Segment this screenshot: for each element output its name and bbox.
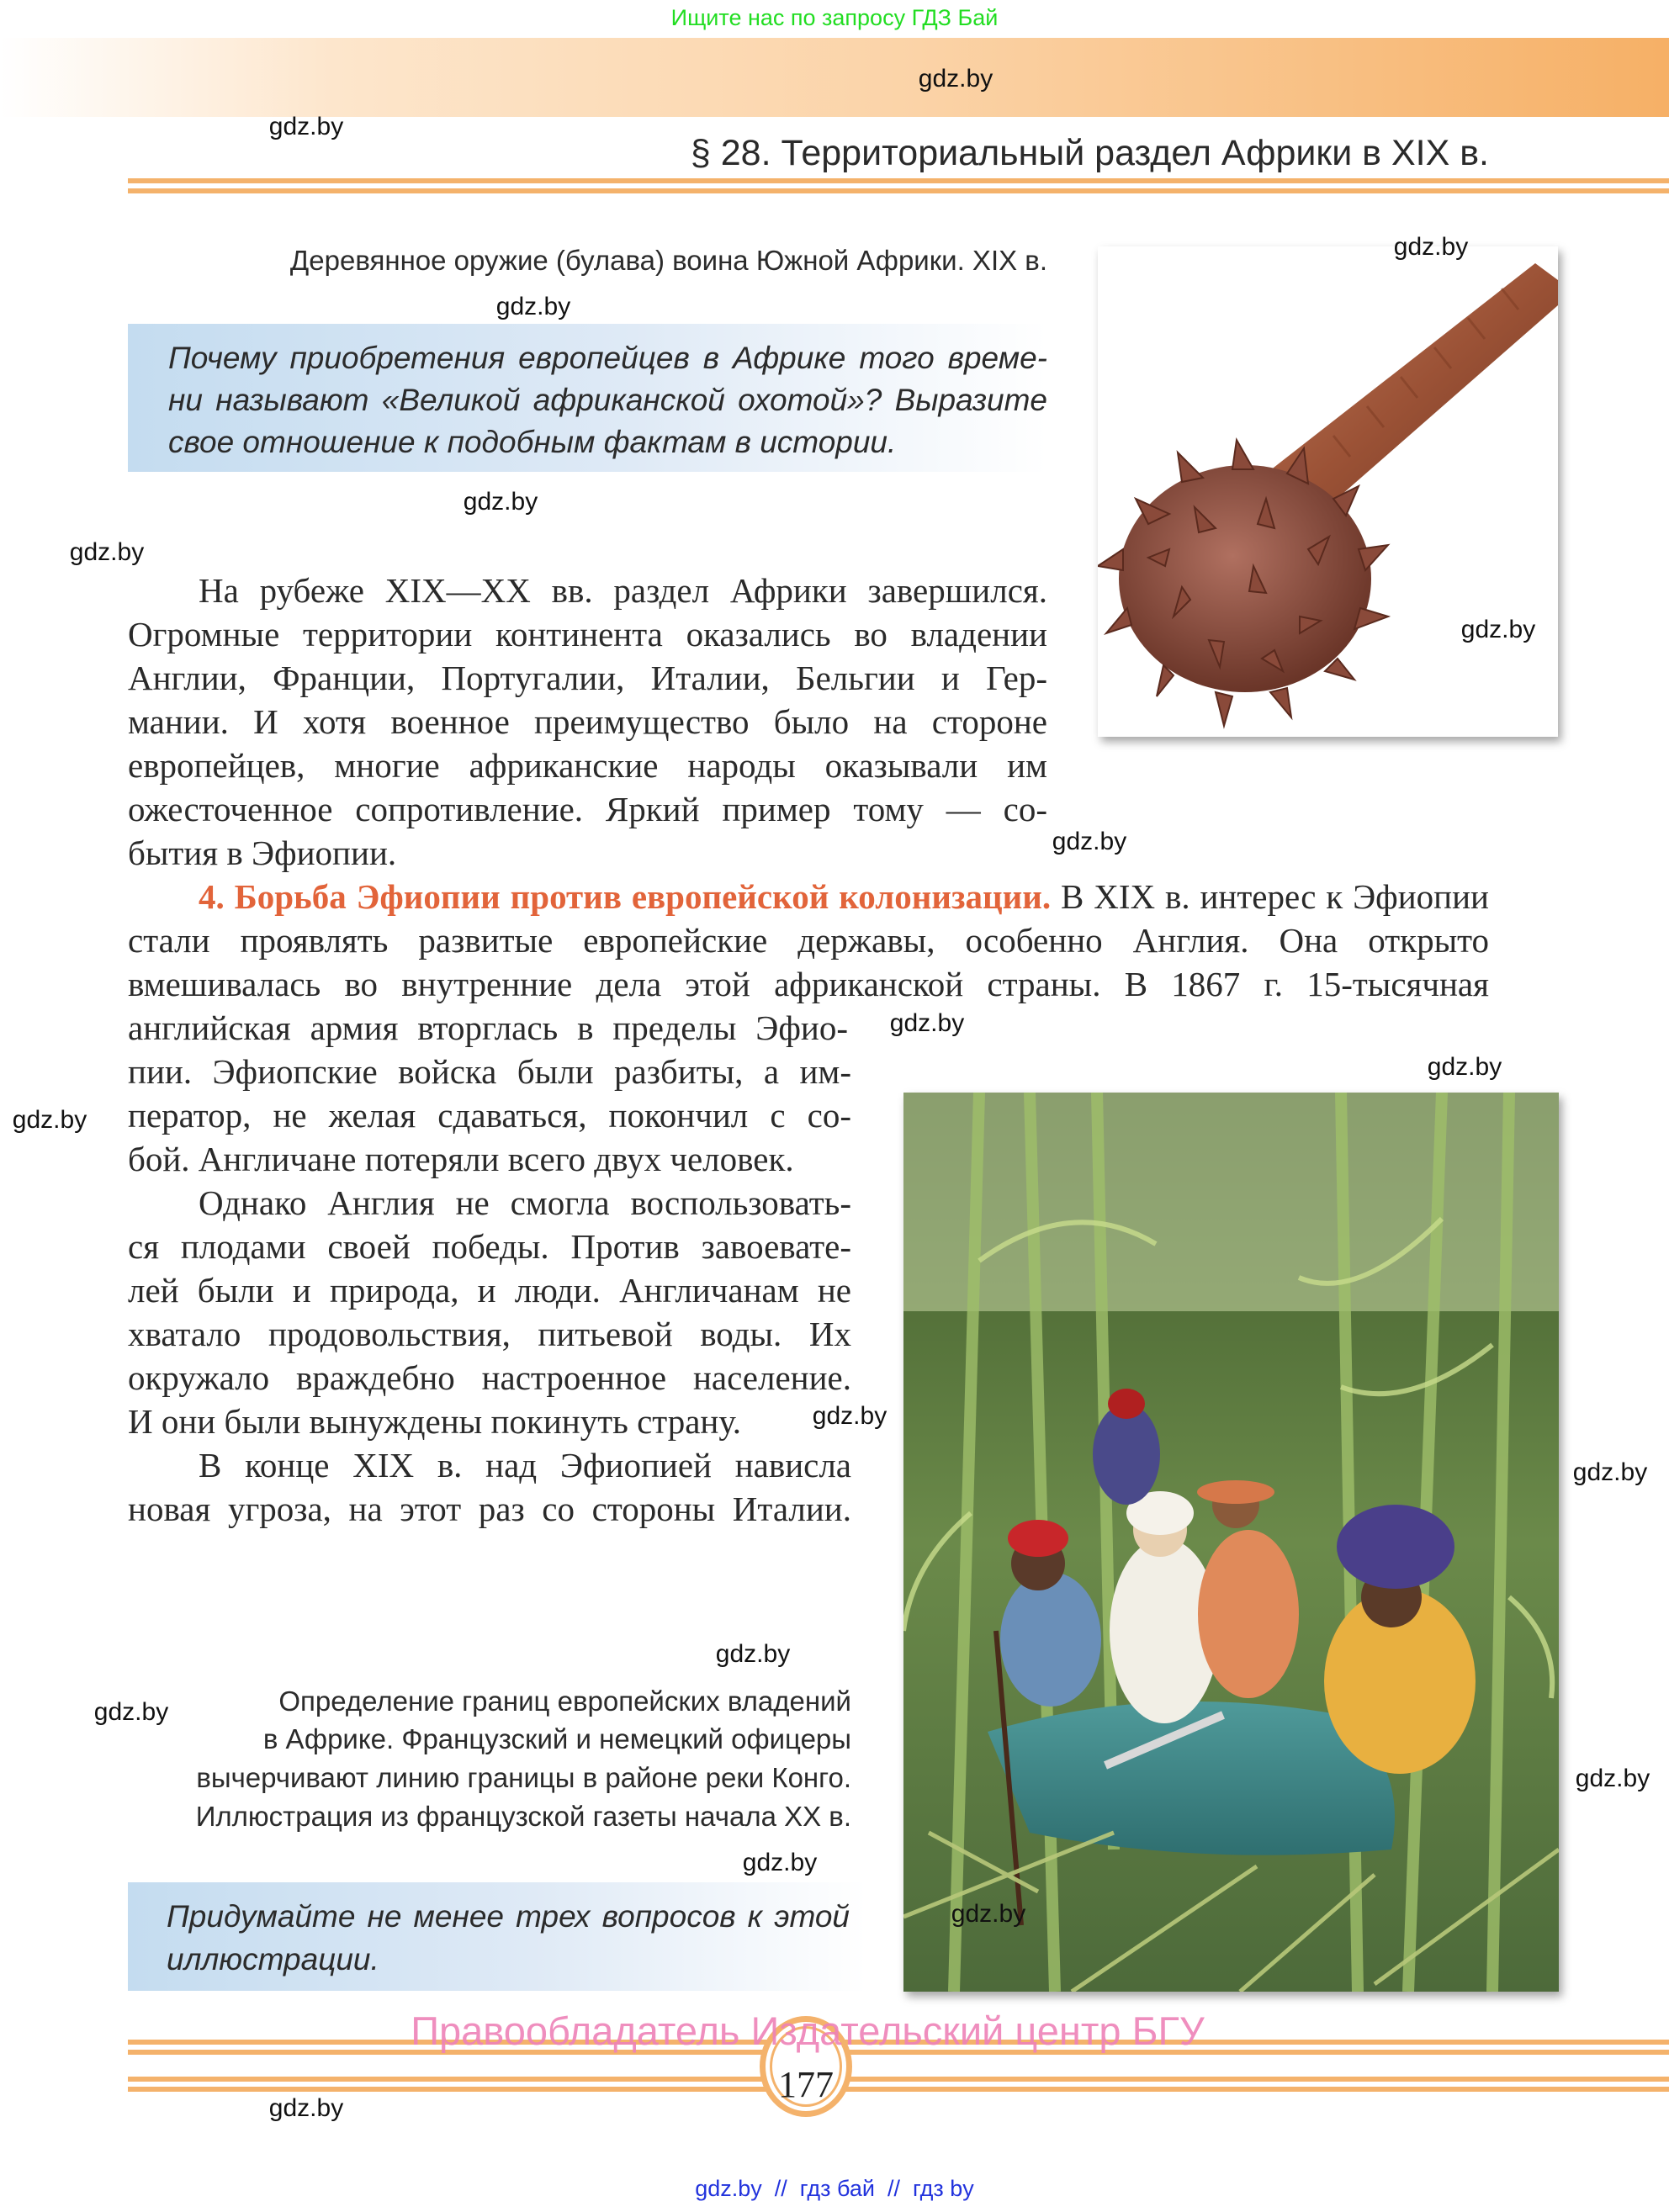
page-title: § 28. Территориальный раздел Африки в XIX в. — [690, 133, 1489, 173]
body-line: пии. Эфиопские войска были разбиты, а им- — [128, 1052, 851, 1091]
body-line: бытия в Эфиопии. — [128, 833, 397, 872]
footer-rule — [128, 2077, 1669, 2082]
figure2-caption-line: Иллюстрация из французской газеты начала XX в. — [195, 1801, 851, 1832]
body-line: лей были и природа, и люди. Англичанам не — [128, 1271, 851, 1310]
question-line: иллюстрации. — [167, 1942, 379, 1977]
body-line: бой. Англичане потеряли всего двух человек. — [128, 1140, 794, 1178]
body-line: Англии, Франции, Португалии, Италии, Бельгии и Гер- — [128, 659, 1047, 697]
question-box-1 — [128, 324, 1047, 472]
figure2-caption-line: в Африке. Французский и немецкий офицеры — [262, 1723, 851, 1754]
watermark: gdz.by — [918, 65, 993, 93]
body-line: английская армия вторглась в пределы Эфио- — [128, 1008, 848, 1047]
body-line: Однако Англия не смогла воспользовать- — [199, 1183, 851, 1222]
header-rule — [128, 188, 1669, 193]
page-number: 177 — [778, 2064, 834, 2105]
header-rule — [128, 178, 1669, 183]
footer-links[interactable]: gdz.by // гдз бай // гдз by — [695, 2176, 974, 2201]
body-line: стали проявлять развитые европейские державы, особенно Англия. Она открыто — [128, 921, 1489, 960]
watermark: gdz.by — [1427, 1053, 1502, 1081]
body-line: вмешивалась во внутренние дела этой африканской страны. В 1867 г. 15-тысячная — [128, 965, 1489, 1003]
body-line: европейцев, многие африканские народы оказывали им — [128, 746, 1047, 785]
watermark: gdz.by — [93, 1698, 169, 1726]
body-line: хватало продовольствия, питьевой воды. Их — [128, 1315, 851, 1353]
body-line: ператор, не желая сдаваться, покончил с со- — [128, 1096, 851, 1135]
body-line: мании. И хотя военное преимущество было на стороне — [128, 702, 1047, 741]
body-line: На рубеже XIX—XX вв. раздел Африки завершился. — [199, 571, 1047, 610]
congo-border-illustration — [903, 1093, 1559, 1992]
body-line: Огромные территории континента оказались во владении — [128, 615, 1047, 654]
question-line: свое отношение к подобным фактам в истории. — [168, 425, 897, 459]
watermark: gdz.by — [495, 293, 571, 320]
watermark: gdz.by — [742, 1849, 818, 1876]
mace-image — [1098, 246, 1558, 737]
watermark: gdz.by — [12, 1106, 87, 1134]
watermark: gdz.by — [1572, 1458, 1648, 1486]
watermark: gdz.by — [1052, 828, 1127, 855]
watermark: gdz.by — [69, 538, 145, 566]
body-line: ожесточенное сопротивление. Яркий пример тому — со- — [128, 790, 1047, 828]
body-line: новая угроза, на этот раз со стороны Италии. — [128, 1490, 851, 1528]
watermark: gdz.by — [1393, 233, 1469, 261]
body-line: В конце XIX в. над Эфиопией нависла — [199, 1446, 851, 1484]
question-box-2 — [128, 1882, 866, 1991]
mace-illustration — [1098, 246, 1558, 737]
question-line: ни называют «Великой африканской охотой»? Выразите — [168, 383, 1047, 417]
search-notice: Ищите нас по запросу ГДЗ Бай — [670, 5, 999, 30]
watermark: gdz.by — [1460, 616, 1536, 643]
figure1-caption: Деревянное оружие (булава) воина Южной Африки. XIX в. — [289, 245, 1047, 276]
jungle-scene-illustration — [903, 1093, 1559, 1992]
figure2-caption-line: Определение границ европейских владений — [278, 1685, 851, 1717]
watermark: gdz.by — [812, 1402, 887, 1430]
watermark: gdz.by — [463, 488, 538, 516]
watermark: gdz.by — [889, 1009, 965, 1037]
figure2-caption-line: вычерчивают линию границы в районе реки Конго. — [196, 1762, 851, 1793]
watermark: gdz.by — [715, 1640, 791, 1668]
watermark: gdz.by — [951, 1900, 1026, 1928]
watermark: gdz.by — [1575, 1765, 1650, 1792]
header-band — [0, 38, 1669, 117]
watermark: gdz.by — [268, 113, 344, 140]
section-heading: 4. Борьба Эфиопии против европейской колонизации. — [199, 877, 1052, 916]
body-line: окружало враждебно настроенное население. — [128, 1358, 851, 1397]
footer-rule — [128, 2087, 1669, 2092]
question-line: Почему приобретения европейцев в Африке того време- — [168, 341, 1047, 375]
section-heading-line — [128, 875, 1489, 918]
copyright-notice: Правообладатель Издательский центр БГУ — [411, 2008, 1205, 2053]
watermark: gdz.by — [268, 2094, 344, 2122]
body-line: И они были вынуждены покинуть страну. — [128, 1402, 741, 1441]
body-line: ся плодами своей победы. Против завоевате- — [128, 1227, 851, 1266]
question-line: Придумайте не менее трех вопросов к этой — [167, 1899, 850, 1934]
body-text: В XIX в. интерес к Эфиопии — [1051, 877, 1489, 916]
